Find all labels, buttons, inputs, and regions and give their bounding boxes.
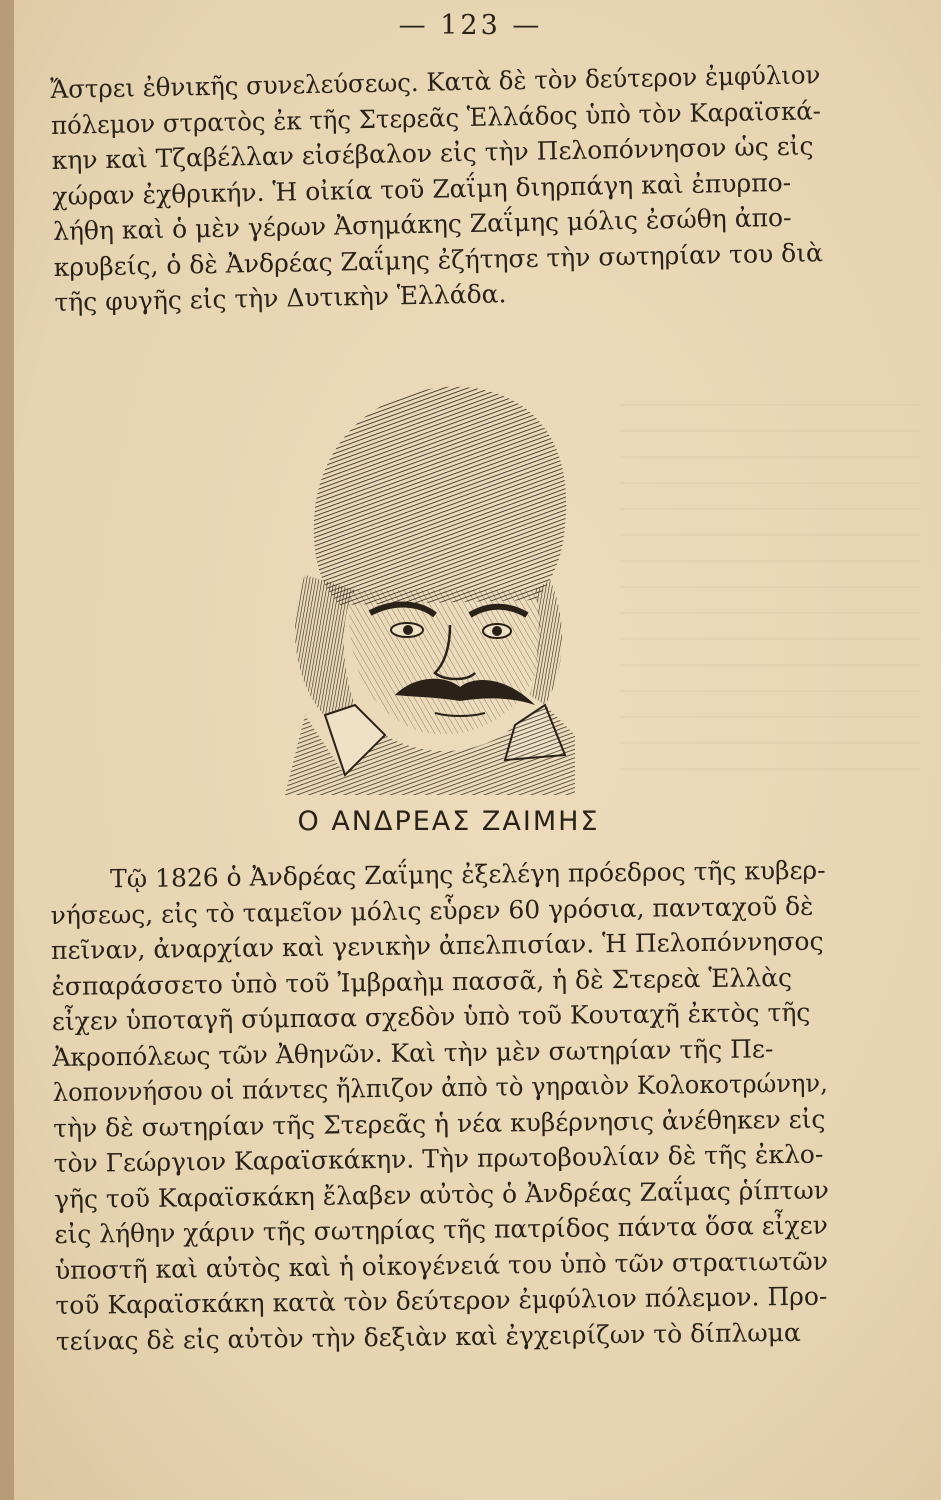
page-edge [0,0,14,1500]
text-line: τείνας δὲ εἰς αὐτὸν τὴν δεξιὰν καὶ ἐγχειρίζων τὸ δίπλωμα [55,1317,801,1356]
paragraph-2 [50,853,831,1359]
portrait-engraving [245,375,595,795]
text-line: Ἀκροπόλεως τῶν Ἀθηνῶν. Καὶ τὴν μὲν σωτηρίαν τῆς Πε- [52,1033,774,1072]
bleed-through-text [620,380,920,780]
text-line: Τῷ 1826 ὁ Ἀνδρέας Ζαΐμης ἐξελέγη πρόεδρος τῆς κυβερ- [109,855,826,894]
text-line: χώραν ἐχθρικήν. Ἡ οἰκία τοῦ Ζαΐμη διηρπάγη καὶ ἐπυρπο- [52,167,792,211]
text-line: τὴν δὲ σωτηρίαν τῆς Στερεᾶς ἡ νέα κυβέρνησις ἀνέθηκεν εἰς [53,1104,826,1143]
page-number: — 123 — [398,10,543,41]
text-line: ὑποστῆ καὶ αὐτὸς καὶ ἡ οἰκογένειά του ὑπὸ τῶν στρατιωτῶν [54,1246,829,1285]
text-line: πόλεμον στρατὸς ἐκ τῆς Στερεᾶς Ἑλλάδος ὑπὸ τὸν Καραϊσκά- [50,95,822,140]
text-line: τοῦ Καραϊσκάκη κατὰ τὸν δεύτερον ἐμφύλιον πόλεμον. Προ- [55,1281,828,1320]
text-line: εἰς λήθην χάριν τῆς σωτηρίας τῆς πατρίδος πάντα ὅσα εἶχεν [54,1210,829,1249]
text-line: γῆς τοῦ Καραϊσκάκη ἔλαβεν αὐτὸς ὁ Ἀνδρέας Ζαΐμας ῥίπτων [53,1175,830,1214]
text-line: κρυβείς, ὁ δὲ Ἀνδρέας Ζαΐμης ἐζήτησε τὴν σωτηρίαν του διὰ [53,237,824,282]
text-line: λοποννήσου οἱ πάντες ἤλπιζον ἀπὸ τὸ γηραιὸν Κολοκοτρώνην, [52,1068,828,1107]
text-line: νήσεως, εἰς τὸ ταμεῖον μόλις εὗρεν 60 γρόσια, πανταχοῦ δὲ [50,891,814,930]
paragraph-1 [50,57,825,320]
text-line: Ἄστρει ἐθνικῆς συνελεύσεως. Κατὰ δὲ τὸν δεύτερον ἐμφύλιον [50,60,821,104]
text-line: τῆς φυγῆς εἰς τὴν Δυτικὴν Ἑλλάδα. [54,279,507,317]
portrait-caption: Ο ΑΝΔΡΕΑΣ ΖΑΙΜΗΣ [297,806,600,837]
text-line: πεῖναν, ἀναρχίαν καὶ γενικὴν ἀπελπισίαν. Ἡ Πελοπόννησος [50,926,824,965]
text-line: λήθη καὶ ὁ μὲν γέρων Ἀσημάκης Ζαΐμης μόλις ἐσώθη ἀπο- [52,202,792,246]
text-line: εἶχεν ὑποταγῆ σύμπασα σχεδὸν ὑπὸ τοῦ Κουταχῆ ἐκτὸς τῆς [51,997,811,1036]
text-line: τὸν Γεώργιον Καραϊσκάκην. Τὴν πρωτοβουλίαν δὲ τῆς ἐκλο- [53,1139,824,1178]
text-line: κην καὶ Τζαβέλλαν εἰσέβαλον εἰς τὴν Πελοπόννησον ὡς εἰς [51,131,814,175]
text-line: ἐσπαράσσετο ὑπὸ τοῦ Ἰμβραὴμ πασσᾶ, ἡ δὲ Στερεὰ Ἑλλὰς [51,962,793,1001]
